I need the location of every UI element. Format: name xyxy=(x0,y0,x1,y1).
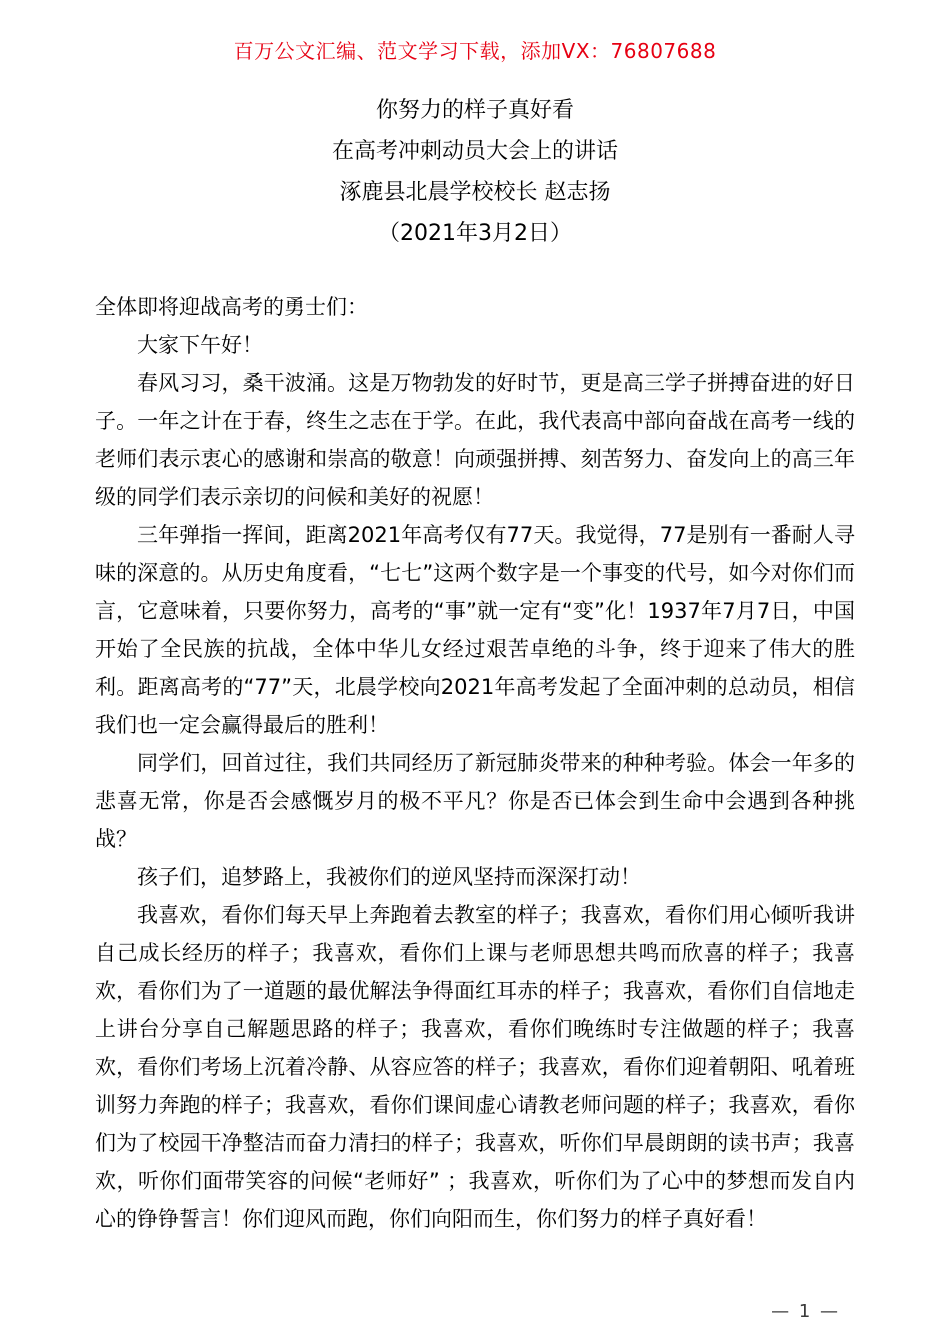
document-body xyxy=(95,288,855,1238)
paragraph: 大家下午好！ xyxy=(137,333,263,357)
page-number: — 1 — xyxy=(771,1301,840,1322)
document-date: （2021年3月2日） xyxy=(378,221,572,246)
document-title: 你努力的样子真好看 xyxy=(375,98,574,123)
body-paragraphs xyxy=(95,326,855,1238)
title-block xyxy=(95,90,855,254)
paragraph: 同学们，回首过往，我们共同经历了新冠肺炎带来的种种考验。体会一年多的悲喜无常，你是否会感慨岁月的极不平凡？你是否已体会到生命中会遇到各种挑战？ xyxy=(95,751,855,851)
paragraph: 三年弹指一挥间，距离2021年高考仅有77天。我觉得，77是别有一番耐人寻味的深意的。从历史角度看，“七七”这两个数字是一个事变的代号，如今对你们而言，它意味着，只要你努力，高考的“事”就一定有“变”化！1937年7月7日，中国开始了全民族的抗战，全体中华儿女经过艰苦卓绝的斗争，终于迎来了伟大的胜利。距离高考的“77”天，北晨学校向2021年高考发起了全面冲刺的总动员，相信我们也一定会赢得最后的胜利！ xyxy=(95,523,855,737)
header-notice: 百万公文汇编、范文学习下载，添加VX：76807688 xyxy=(233,39,717,63)
paragraph: 我喜欢，看你们每天早上奔跑着去教室的样子；我喜欢，看你们用心倾听我讲自己成长经历的样子；我喜欢，看你们上课与老师思想共鸣而欣喜的样子；我喜欢，看你们为了一道题的最优解法争得面红耳赤的样子；我喜欢，看你们自信地走上讲台分享自己解题思路的样子；我喜欢，看你们晚练时专注做题的样子；我喜欢，看你们考场上沉着冷静、从容应答的样子；我喜欢，看你们迎着朝阳、吼着班训努力奔跑的样子；我喜欢，看你们课间虚心请教老师问题的样子；我喜欢，看你们为了校园干净整洁而奋力清扫的样子；我喜欢，听你们早晨朗朗的读书声；我喜欢，听你们面带笑容的问候“老师好” ；我喜欢，听你们为了心中的梦想而发自内心的铮铮誓言！你们迎风而跑，你们向阳而生，你们努力的样子真好看！ xyxy=(95,903,855,1231)
paragraph: 春风习习，桑干波涌。这是万物勃发的好时节，更是高三学子拼搏奋进的好日子。一年之计在于春，终生之志在于学。在此，我代表高中部向奋战在高考一线的老师们表示衷心的感谢和崇高的敬意！向顽强拼搏、刻苦努力、奋发向上的高三年级的同学们表示亲切的问候和美好的祝愿！ xyxy=(95,371,855,509)
paragraph: 孩子们，追梦路上，我被你们的逆风坚持而深深打动！ xyxy=(137,865,641,889)
salutation: 全体即将迎战高考的勇士们： xyxy=(95,295,368,319)
document-author: 涿鹿县北晨学校校长 赵志扬 xyxy=(339,180,611,205)
document-subtitle: 在高考冲刺动员大会上的讲话 xyxy=(331,139,618,164)
